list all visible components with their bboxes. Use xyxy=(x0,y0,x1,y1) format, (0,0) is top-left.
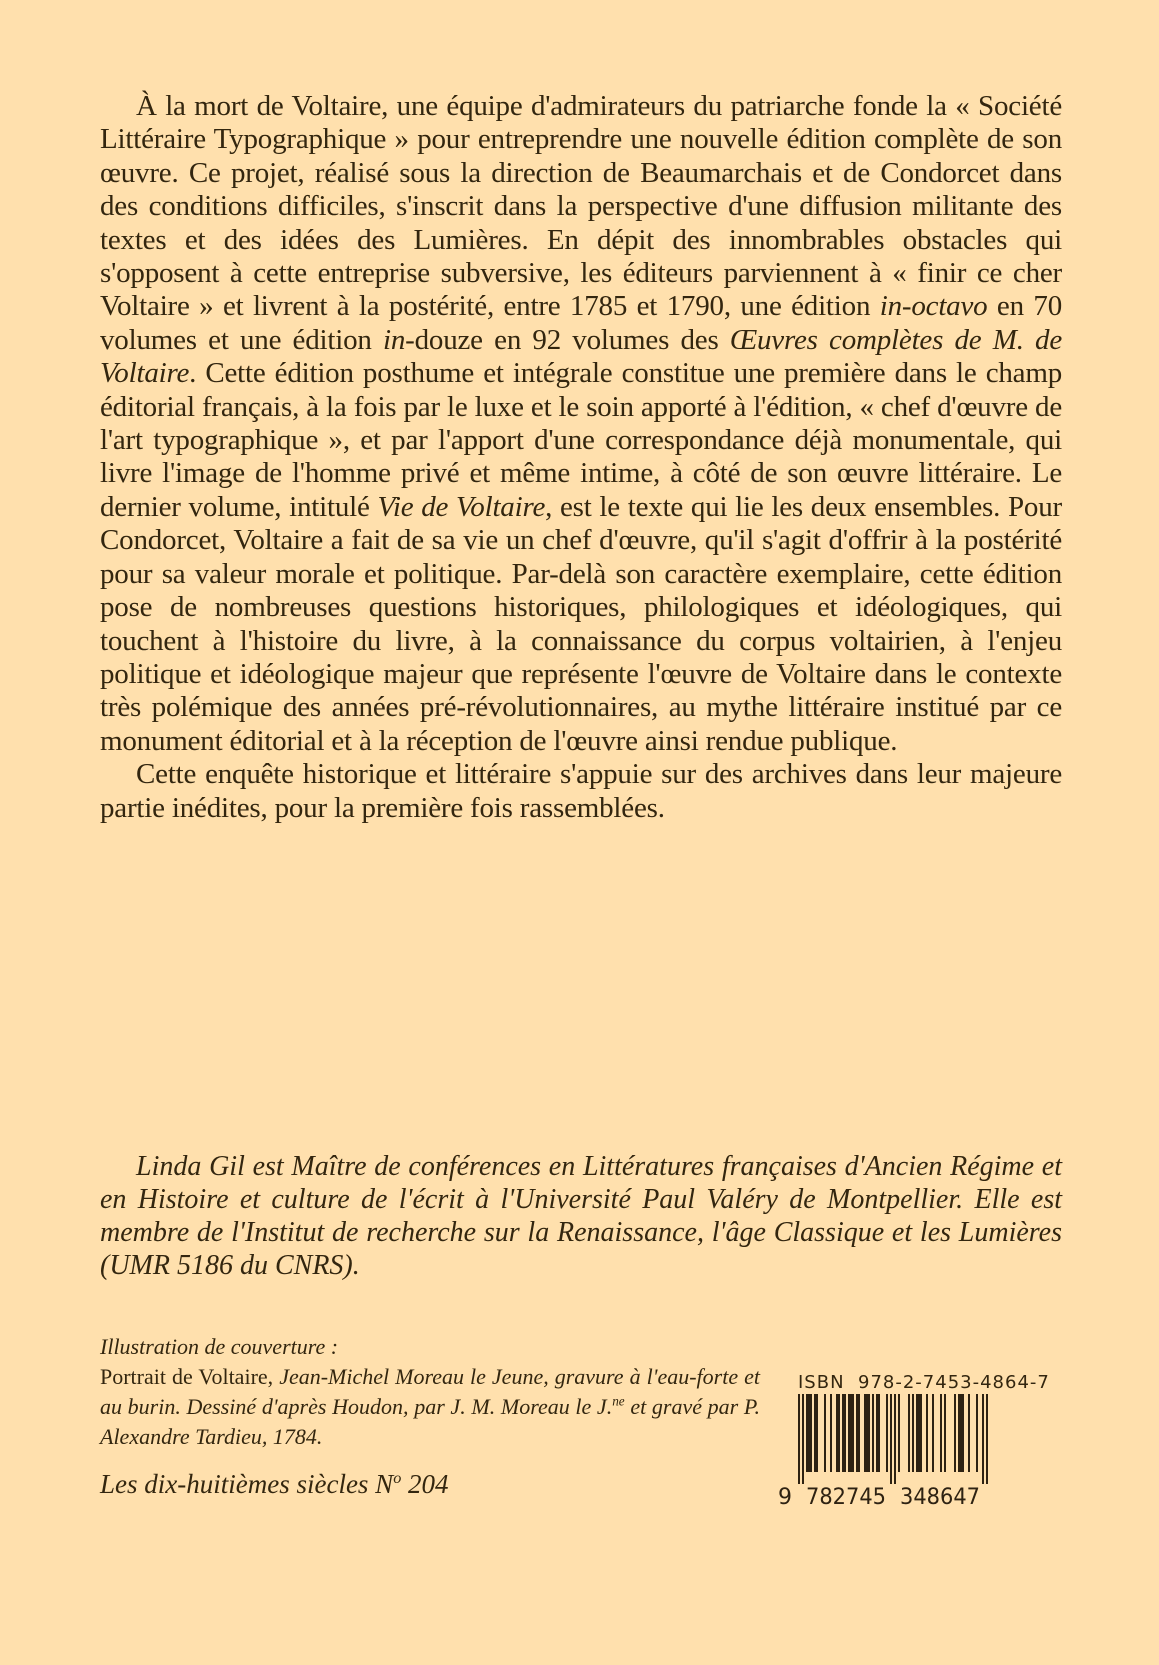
credits-heading: Illustration de couverture : xyxy=(100,1334,339,1359)
series-title xyxy=(100,1468,449,1500)
text-segment: . Cette édition posthume et intégrale constitue une première dans le champ éditorial français, à la fois par le luxe et le soin apporté à l'édition, « chef d'œuvre de l'art typographique », et par l'apport d'une correspondance déjà monumentale, qui livre l'image de l'homme privé et même intime, à côté de son œuvre littéraire. Le dernier volume, intitulé xyxy=(100,357,1062,523)
text-segment: Œuvres complètes de M. de Voltaire xyxy=(100,323,1063,390)
text-segment: in-octavo xyxy=(879,290,988,323)
barcode-digits: 348647 xyxy=(900,1485,980,1508)
text-segment: et gravé par P. Alexandre Tardieu, 1784. xyxy=(100,1394,760,1449)
barcode-digits: 782745 xyxy=(806,1485,886,1508)
isbn-label: ISBN 978-2-7453-4864-7 xyxy=(798,1372,1050,1393)
author-bio: Linda Gil est Maître de conférences en Littératures françaises d'Ancien Régime et en Histoire et culture de l'écrit à l'Université Paul Valéry de Montpellier. Elle est membre de l'Institut de recherche sur la Renaissance, l'âge Classique et les Lumières (UMR 5186 du CNRS). xyxy=(100,1151,1062,1281)
cover-illustration-credits xyxy=(100,1332,760,1452)
credits-body xyxy=(100,1362,760,1452)
blurb-paragraph-1 xyxy=(100,90,1062,758)
text-segment: ne xyxy=(612,1393,625,1409)
text-segment: o xyxy=(393,1469,402,1487)
blurb-paragraph-2: Cette enquête historique et littéraire s'appuie sur des archives dans leur majeure partie inédites, pour la première fois rassemblées. xyxy=(100,758,1062,824)
blurb-text-block xyxy=(100,90,1062,825)
text-segment: in xyxy=(382,323,406,356)
text-segment: Les dix-huitièmes siècles N xyxy=(100,1469,394,1499)
text-segment: Portrait de Voltaire, xyxy=(100,1364,280,1389)
text-segment: , est le texte qui lie les deux ensembles. Pour Condorcet, Voltaire a fait de sa vie un chef d'œuvre, qu'il s'agit d'offrir à la postérité pour sa valeur morale et politique. Par-delà son caractère exemplaire, cette édition pose de nombreuses questions historiques, philologiques et idéologiques, qui touchent à l'histoire du livre, à la connaissance du corpus voltairien, à l'enjeu politique et idéologique majeur que représente l'œuvre de Voltaire dans le contexte très polémique des années pré-révolutionnaires, au mythe littéraire institué par ce monument éditorial et à la réception de l'œuvre ainsi rendue publique. xyxy=(100,490,1062,757)
text-segment: Vie de Voltaire xyxy=(377,490,546,523)
ean13-barcode xyxy=(775,1394,991,1508)
text-segment: -douze en 92 volumes des xyxy=(405,323,730,356)
barcode-digits: 9 xyxy=(778,1485,792,1508)
text-segment: en 70 volumes et une édition xyxy=(100,290,1062,356)
text-segment: 204 xyxy=(401,1469,449,1499)
text-segment: À la mort de Voltaire, une équipe d'admirateurs du patriarche fonde la « Société Littéraire Typographique » pour entreprendre une nouvelle édition complète de son œuvre. Ce projet, réalisé sous la direction de Beaumarchais et de Condorcet dans des conditions difficiles, s'inscrit dans la perspective d'une diffusion militante des textes et des idées des Lumières. En dépit des innombrables obstacles qui s'opposent à cette entreprise subversive, les éditeurs parviennent à « finir ce cher Voltaire » et livrent à la postérité, entre 1785 et 1790, une édition xyxy=(100,90,1062,323)
text-segment: Jean-Michel Moreau le Jeune, gravure à l'eau-forte et au burin. Dessiné d'après Houdon, par J. M. Moreau le J. xyxy=(100,1364,760,1419)
